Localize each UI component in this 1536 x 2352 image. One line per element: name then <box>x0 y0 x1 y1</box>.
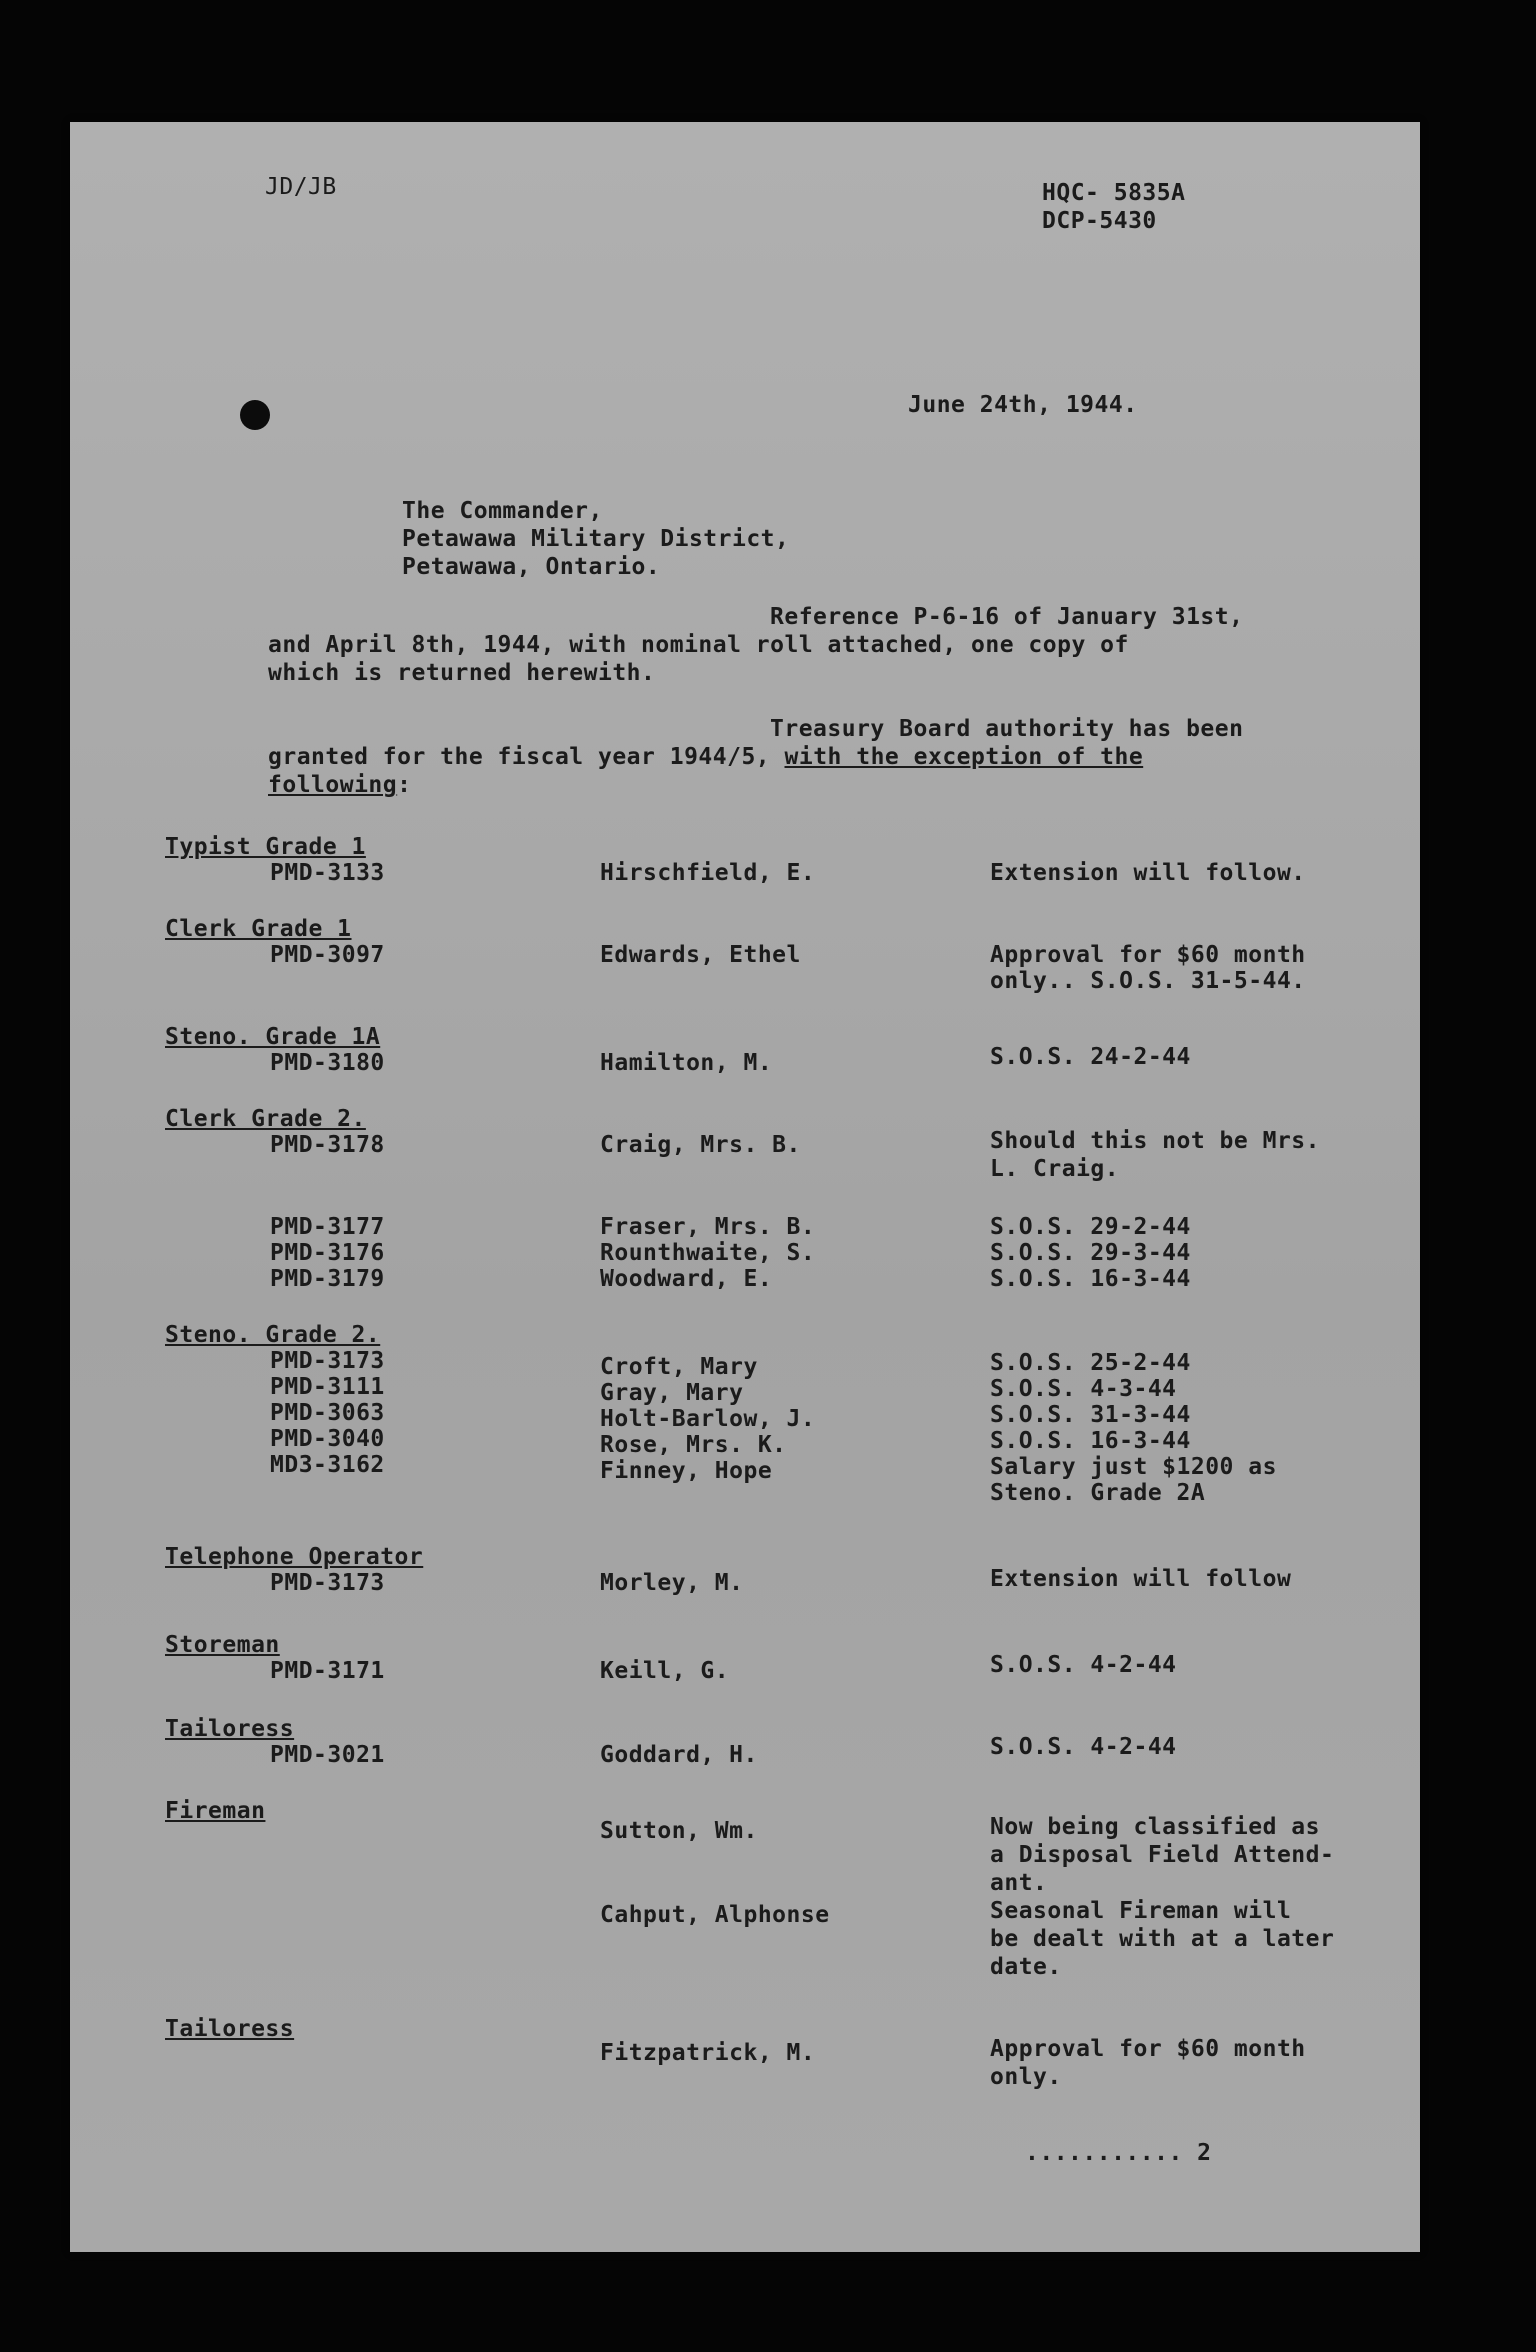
grade-title-tailoress: Tailoress <box>165 2016 295 2042</box>
position-code: PMD-3173 <box>270 1348 385 1374</box>
address-line-1: The Commander, <box>402 498 603 524</box>
remark: S.O.S. 4-2-44 <box>990 1652 1177 1678</box>
employee-name: Morley, M. <box>600 1570 744 1596</box>
remark: Extension will follow <box>990 1566 1292 1592</box>
position-code: PMD-3133 <box>270 860 385 886</box>
employee-name: Woodward, E. <box>600 1266 773 1292</box>
grade-title-clerk-grade-2: Clerk Grade 2. <box>165 1106 366 1132</box>
position-code: PMD-3178 <box>270 1132 385 1158</box>
grade-title-clerk-grade-1: Clerk Grade 1 <box>165 916 352 942</box>
remark: S.O.S. 29-3-44 <box>990 1240 1191 1266</box>
paragraph-2-underlined: with the exception of the <box>784 744 1144 770</box>
position-code: MD3-3162 <box>270 1452 385 1478</box>
remark: be dealt with at a later <box>990 1926 1335 1952</box>
position-code: PMD-3063 <box>270 1400 385 1426</box>
document-page <box>70 122 1420 2252</box>
employee-name: Cahput, Alphonse <box>600 1902 830 1928</box>
employee-name: Croft, Mary <box>600 1354 758 1380</box>
punch-hole-mark <box>240 400 270 430</box>
remark: S.O.S. 31-3-44 <box>990 1402 1191 1428</box>
remark: a Disposal Field Attend- <box>990 1842 1335 1868</box>
paragraph-1-line-2: and April 8th, 1944, with nominal roll attached, one copy of <box>268 632 1129 658</box>
remark: S.O.S. 24-2-44 <box>990 1044 1191 1070</box>
remark: only.. S.O.S. 31-5-44. <box>990 968 1306 994</box>
employee-name: Edwards, Ethel <box>600 942 801 968</box>
initials: JD/JB <box>265 174 337 200</box>
remark: Approval for $60 month <box>990 942 1306 968</box>
remark: Should this not be Mrs. <box>990 1128 1320 1154</box>
grade-title-steno-grade-1a: Steno. Grade 1A <box>165 1024 381 1050</box>
employee-name: Goddard, H. <box>600 1742 758 1768</box>
grade-title-telephone-operator: Telephone Operator <box>165 1544 424 1570</box>
employee-name: Rose, Mrs. K. <box>600 1432 787 1458</box>
position-code: PMD-3097 <box>270 942 385 968</box>
position-code: PMD-3176 <box>270 1240 385 1266</box>
employee-name: Keill, G. <box>600 1658 730 1684</box>
letter-date: June 24th, 1944. <box>908 392 1138 418</box>
position-code: PMD-3021 <box>270 1742 385 1768</box>
remark: S.O.S. 16-3-44 <box>990 1266 1191 1292</box>
remark: Approval for $60 month <box>990 2036 1306 2062</box>
colon: : <box>397 772 412 798</box>
address-line-3: Petawawa, Ontario. <box>402 554 661 580</box>
position-code: PMD-3111 <box>270 1374 385 1400</box>
employee-name: Holt-Barlow, J. <box>600 1406 816 1432</box>
remark: S.O.S. 29-2-44 <box>990 1214 1191 1240</box>
remark: only. <box>990 2064 1062 2090</box>
paragraph-2-line-1: Treasury Board authority has been <box>770 716 1244 742</box>
following-underlined: following <box>268 772 398 798</box>
employee-name: Fitzpatrick, M. <box>600 2040 816 2066</box>
paragraph-2-line-2 <box>268 744 1143 771</box>
remark: S.O.S. 4-3-44 <box>990 1376 1177 1402</box>
remark: S.O.S. 25-2-44 <box>990 1350 1191 1376</box>
address-line-2: Petawawa Military District, <box>402 526 790 552</box>
employee-name: Rounthwaite, S. <box>600 1240 816 1266</box>
grade-title-steno-grade-2: Steno. Grade 2. <box>165 1322 381 1348</box>
paragraph-2-line-3 <box>268 772 411 799</box>
grade-title-tailoress: Tailoress <box>165 1716 295 1742</box>
remark: Seasonal Fireman will <box>990 1898 1292 1924</box>
paragraph-1-line-3: which is returned herewith. <box>268 660 656 686</box>
position-code: PMD-3179 <box>270 1266 385 1292</box>
position-code: PMD-3171 <box>270 1658 385 1684</box>
employee-name: Craig, Mrs. B. <box>600 1132 801 1158</box>
employee-name: Finney, Hope <box>600 1458 773 1484</box>
remark: Salary just $1200 as <box>990 1454 1277 1480</box>
continued-marker: ........... 2 <box>1025 2140 1212 2166</box>
position-code: PMD-3177 <box>270 1214 385 1240</box>
grade-title-storeman: Storeman <box>165 1632 280 1658</box>
paragraph-2-text: granted for the fiscal year 1944/5, <box>268 744 785 770</box>
employee-name: Hirschfield, E. <box>600 860 816 886</box>
position-code: PMD-3040 <box>270 1426 385 1452</box>
remark: Now being classified as <box>990 1814 1320 1840</box>
remark: S.O.S. 16-3-44 <box>990 1428 1191 1454</box>
employee-name: Gray, Mary <box>600 1380 744 1406</box>
grade-title-typist-grade-1: Typist Grade 1 <box>165 834 366 860</box>
position-code: PMD-3173 <box>270 1570 385 1596</box>
position-code: PMD-3180 <box>270 1050 385 1076</box>
grade-title-fireman: Fireman <box>165 1798 266 1824</box>
file-reference-1: HQC- 5835A <box>1042 180 1186 206</box>
remark: date. <box>990 1954 1062 1980</box>
remark: L. Craig. <box>990 1156 1120 1182</box>
remark: S.O.S. 4-2-44 <box>990 1734 1177 1760</box>
employee-name: Hamilton, M. <box>600 1050 773 1076</box>
remark: Steno. Grade 2A <box>990 1480 1206 1506</box>
employee-name: Fraser, Mrs. B. <box>600 1214 816 1240</box>
remark: ant. <box>990 1870 1048 1896</box>
paragraph-1-line-1: Reference P-6-16 of January 31st, <box>770 604 1244 630</box>
file-reference-2: DCP-5430 <box>1042 208 1157 234</box>
employee-name: Sutton, Wm. <box>600 1818 758 1844</box>
remark: Extension will follow. <box>990 860 1306 886</box>
